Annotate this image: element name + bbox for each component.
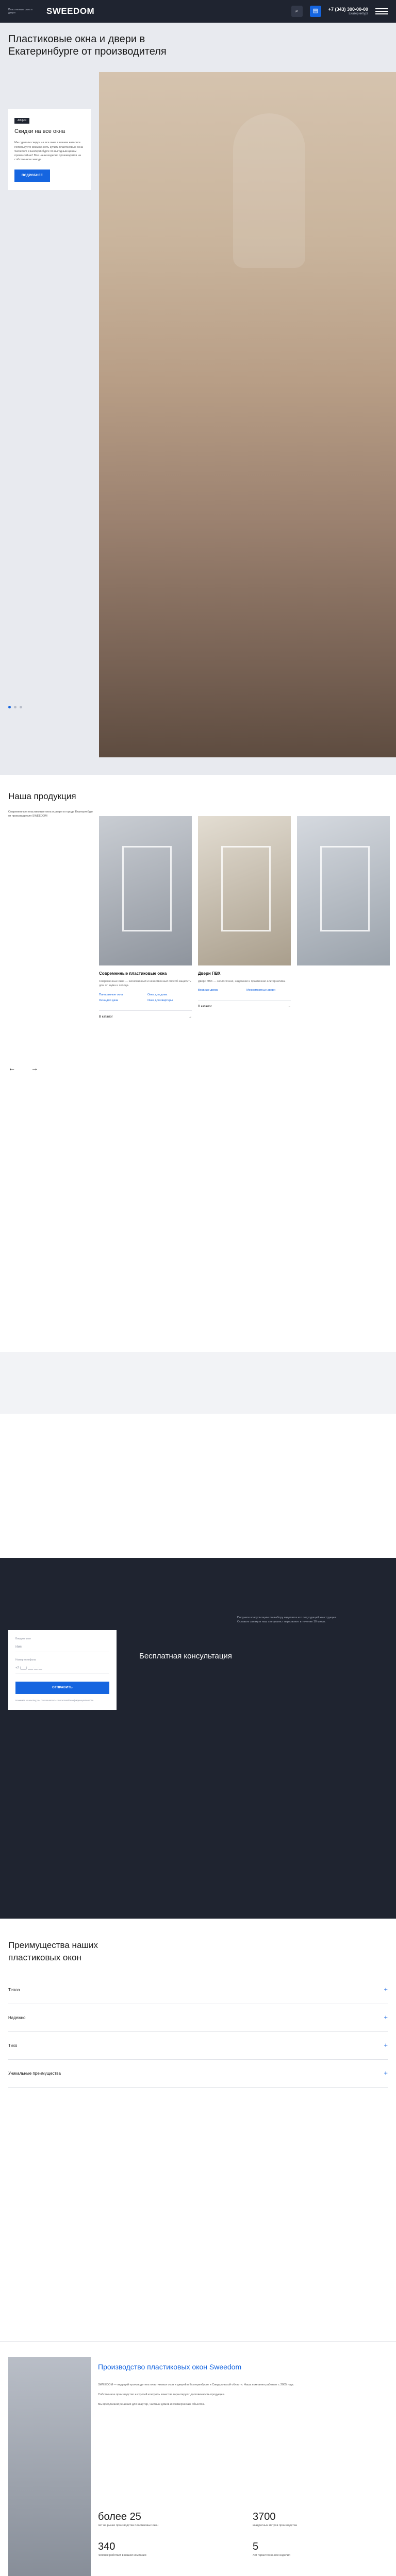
plus-icon: + <box>384 1986 388 1993</box>
products-arrows <box>8 1063 38 1074</box>
accordion-item[interactable] <box>8 1976 388 2004</box>
hero-slider-dots <box>8 706 22 708</box>
accordion-item[interactable] <box>8 2004 388 2032</box>
stat-label: лет гарантия на все изделия <box>253 2553 290 2557</box>
product-links <box>198 989 291 993</box>
product-card[interactable] <box>198 816 291 1019</box>
product-card-partial[interactable] <box>297 816 390 1019</box>
product-more-label: В каталог <box>198 1005 212 1009</box>
consultation-section <box>0 1558 396 1919</box>
product-desc: Двери ПВХ — экологичная, надёжная и практичная альтернатива. <box>198 980 286 984</box>
product-link[interactable]: Окна для дачи <box>99 999 119 1003</box>
stat-label: человек работает в нашей компании <box>98 2553 146 2557</box>
stat <box>253 2541 387 2558</box>
promo-details-button[interactable]: ПОДРОБНЕЕ <box>14 170 50 182</box>
product-desc: Современные окна — экономичный и качественный способ защитить дом от шума и холода. <box>99 980 191 988</box>
stat <box>98 2512 232 2528</box>
accordion-label: Тепло <box>8 1987 20 1992</box>
plus-icon: + <box>384 2069 388 2077</box>
hero-title: Пластиковые окна и двери в Екатеринбурге от производителя <box>8 33 167 57</box>
about-paragraph: Собственное производство и строгий контроль качества гарантируют долговечность продукции. <box>98 2393 225 2396</box>
consult-text: Получите консультацию по выбору изделия и его подходящей конструкции. Оставьте заявку и наш специалист перезвонит в течение 10 минут. <box>237 1616 337 1624</box>
advantages-accordion <box>8 1976 388 2088</box>
product-link[interactable]: Входные двери <box>198 989 219 992</box>
product-card[interactable] <box>99 816 192 1019</box>
about-title: Производство пластиковых окон Sweedom <box>98 2363 242 2371</box>
accordion-label: Уникальные преимущества <box>8 2071 61 2076</box>
plus-icon: + <box>384 2041 388 2049</box>
product-image <box>198 816 291 965</box>
search-icon[interactable]: ⌕ <box>291 6 303 17</box>
product-link[interactable]: Межкомнатные двери <box>246 989 275 992</box>
product-link[interactable]: Панорамные окна <box>99 993 123 996</box>
header-phone[interactable]: +7 (343) 300-00-00 <box>328 6 368 12</box>
cart-icon[interactable]: ▤ <box>310 6 321 17</box>
slider-dot[interactable] <box>14 706 16 708</box>
plus-icon: + <box>384 2013 388 2021</box>
name-input[interactable]: Имя <box>15 1643 109 1652</box>
arrow-right-icon[interactable]: → <box>31 1064 38 1072</box>
products-carousel <box>99 816 396 1019</box>
stat <box>253 2512 387 2528</box>
promo-badge: АКЦИЯ <box>14 118 29 124</box>
about-paragraph: SWEEDOM — ведущий производитель пластиковых окон и дверей в Екатеринбурге и Свердловской области. Наша компания работает с 2005 года. <box>98 2383 294 2386</box>
logo[interactable]: SWEEDOM <box>46 6 95 16</box>
slider-dot[interactable] <box>8 706 11 708</box>
about-text <box>98 2383 387 2412</box>
phone-input[interactable]: +7 (___) ___-__-__ <box>15 1664 109 1673</box>
consent-text: Нажимая на кнопку, вы соглашаетесь с политикой конфиденциальности <box>15 1699 94 1702</box>
stat-number: 5 <box>253 2540 259 2552</box>
product-links <box>99 993 192 1003</box>
product-more-label: В каталог <box>99 1015 113 1019</box>
header-city[interactable]: Екатеринбург <box>349 12 368 15</box>
products-divider <box>0 1352 396 1414</box>
stat-label: лет на рынке производства пластиковых окон <box>98 2524 159 2527</box>
product-image <box>297 816 390 965</box>
header-contacts <box>328 7 368 16</box>
phone-label: Номер телефона <box>15 1658 36 1662</box>
product-name: Двери ПВХ <box>198 971 221 976</box>
about-paragraph: Мы предлагаем решения для квартир, частных домов и коммерческих объектов. <box>98 2402 205 2406</box>
advantages-section <box>0 1919 396 2341</box>
about-image <box>8 2357 91 2576</box>
about-section <box>0 2341 396 2576</box>
stat-number: 3700 <box>253 2511 276 2522</box>
hero-image <box>99 72 396 757</box>
arrow-left-icon[interactable]: ← <box>8 1064 15 1072</box>
product-name: Современные пластиковые окна <box>99 971 167 976</box>
promo-title: Скидки на все окна <box>14 128 65 134</box>
advantages-title: Преимущества наших пластиковых окон <box>8 1940 98 1962</box>
menu-icon[interactable] <box>375 5 388 18</box>
stat-number: более 25 <box>98 2511 141 2522</box>
consult-submit-button[interactable]: ОТПРАВИТЬ <box>15 1682 109 1694</box>
product-link[interactable]: Окна для квартиры <box>147 999 173 1003</box>
accordion-item[interactable] <box>8 2060 388 2088</box>
name-label: Введите имя <box>15 1637 31 1640</box>
arrow-right-icon: → <box>189 1015 192 1019</box>
hero-promo-card <box>8 109 91 190</box>
product-more[interactable] <box>198 1000 291 1009</box>
stat-number: 340 <box>98 2540 116 2552</box>
header-tagline: Пластиковые окна и двери <box>8 8 33 14</box>
stat-label: квадратных метров производства <box>253 2524 297 2527</box>
slider-dot[interactable] <box>20 706 22 708</box>
product-more[interactable] <box>99 1010 192 1019</box>
products-subtitle: Современные пластиковые окна и двери в городе Екатеринбург от производителя SWEEDOM <box>8 810 93 818</box>
products-section <box>0 775 396 1558</box>
product-link[interactable]: Окна для дома <box>147 993 168 996</box>
accordion-label: Надежно <box>8 2015 26 2020</box>
products-title: Наша продукция <box>8 791 76 801</box>
promo-text: Мы сделали скидки на все окна в нашем каталоге. Используйте возможность купить пластиковые окна Sweedom в Екатеринбурге по выгодным ценам прямо сейчас! Все наши изделия производятся на собственном заводе. <box>14 141 83 162</box>
accordion-item[interactable] <box>8 2032 388 2060</box>
consultation-form <box>8 1630 117 1710</box>
product-image <box>99 816 192 965</box>
site-header <box>0 0 396 23</box>
arrow-right-icon: → <box>288 1005 291 1009</box>
accordion-label: Тихо <box>8 2043 18 2048</box>
hero-section <box>0 23 396 775</box>
about-stats <box>98 2512 387 2557</box>
consult-title: Бесплатная консультация <box>139 1652 232 1660</box>
stat <box>98 2541 232 2558</box>
